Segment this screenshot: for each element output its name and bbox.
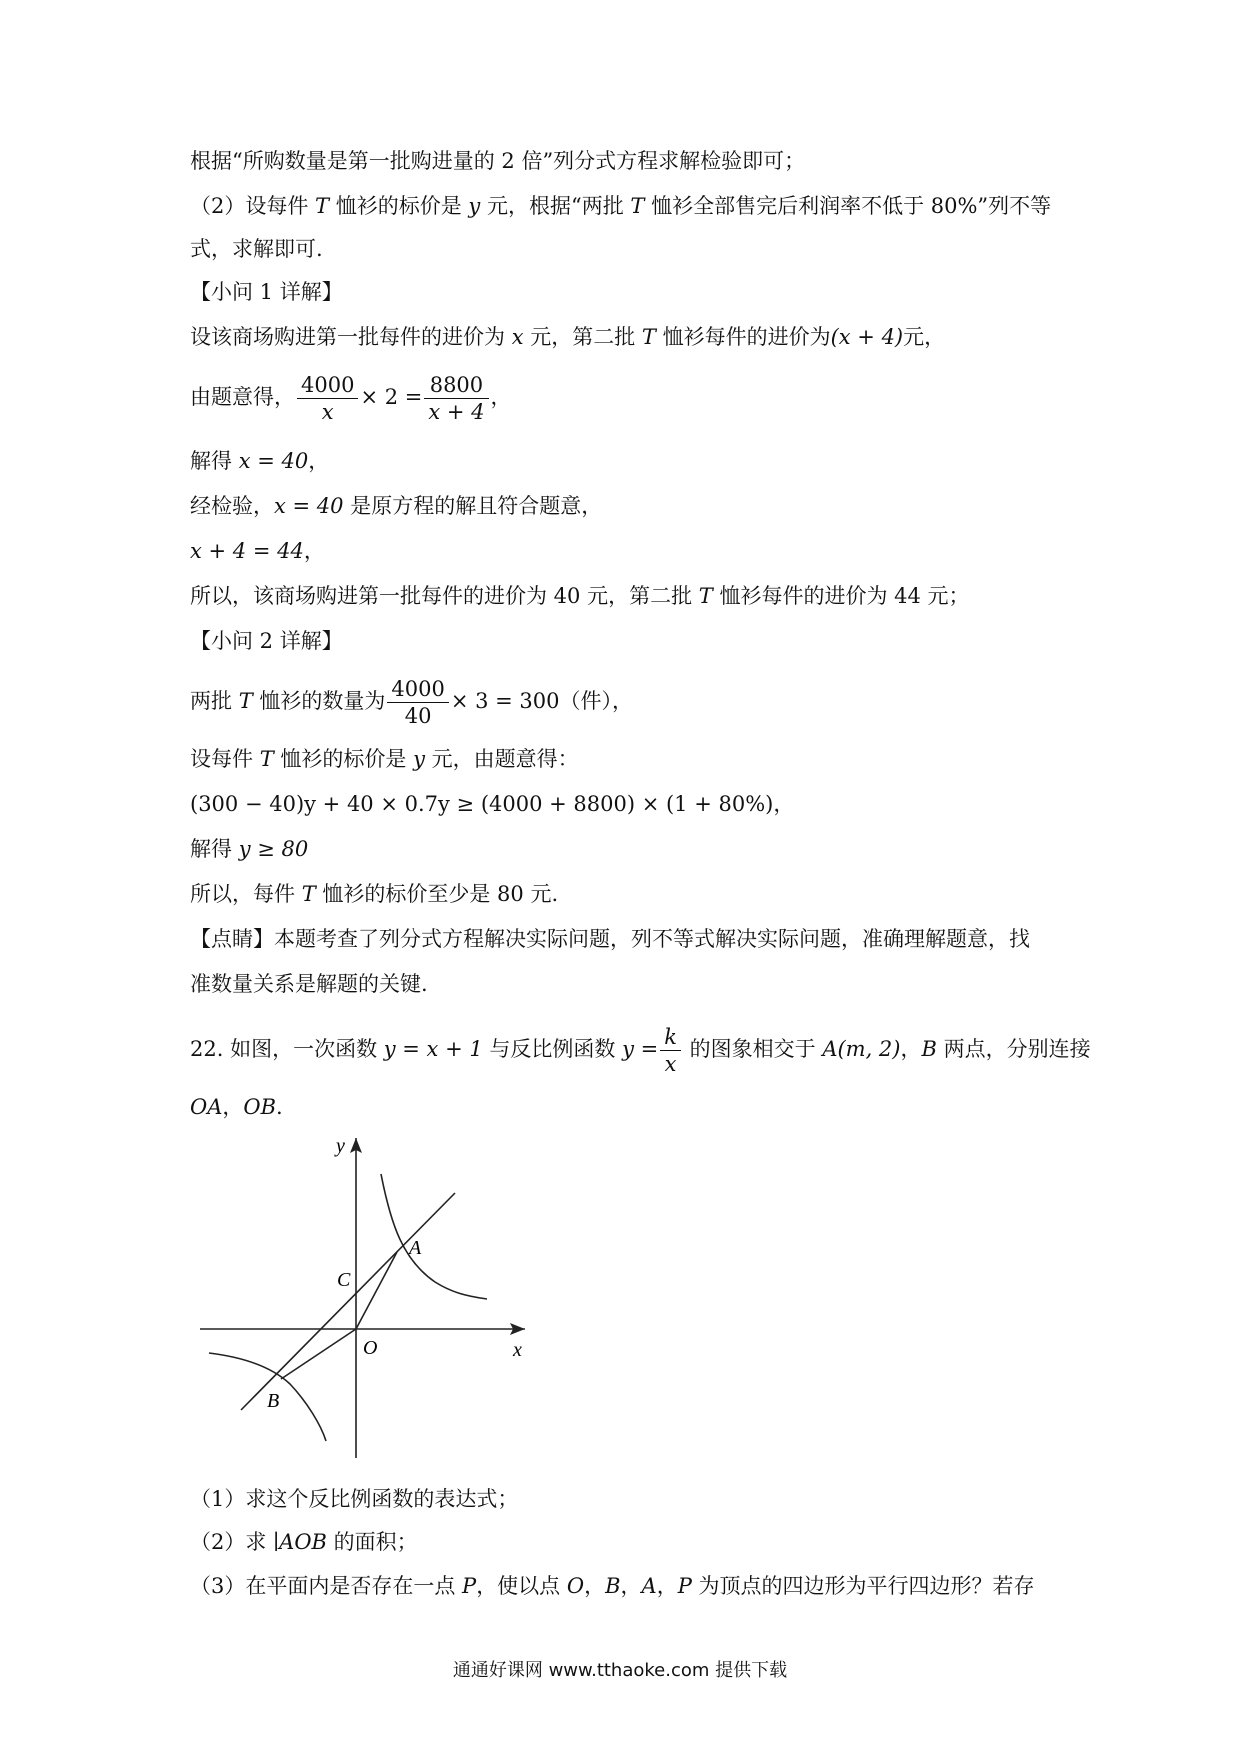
point-a-label: A [409, 1237, 422, 1259]
text-line: OA，OB. [190, 1095, 283, 1119]
equation-line: 两批 T 恤衫的数量为 $\frac{4000}{40}$ × 3 = 300（件）， [190, 677, 634, 728]
text-line: 经检验，x = 40 是原方程的解且符合题意， [190, 494, 603, 518]
fraction: $\frac{8800}{x + 4}$ [424, 372, 488, 425]
sub-question-1: （1）求这个反比例函数的表达式； [190, 1487, 519, 1511]
text-line: 准数量关系是解题的关键. [190, 972, 428, 996]
text-line: 式，求解即可. [190, 237, 323, 261]
text-line: 设每件 T 恤衫的标价是 y 元，由题意得： [190, 747, 579, 771]
equation-line: 由题意得， $\frac{4000}{x}$ × 2 = $\frac{8800}{x + 4}$ ， [190, 373, 512, 424]
segment-oa [356, 1252, 397, 1329]
section-heading: 【小问 2 详解】 [190, 629, 343, 653]
linear-function-line [241, 1193, 455, 1410]
text-line: x + 4 = 44， [190, 539, 325, 563]
hyperbola-branch-upper [381, 1174, 487, 1299]
sub-question-2: （2）求 ∣AOB 的面积； [190, 1530, 418, 1554]
page-footer: 通通好课网 www.tthaoke.com 提供下载 [452, 1660, 788, 1681]
text-line: 所以，该商场购进第一批每件的进价为 40 元，第二批 T 恤衫每件的进价为 44 元； [190, 584, 970, 608]
fraction: $\frac{k}{x}$ [660, 1024, 681, 1077]
text-line: （2）设每件 T 恤衫的标价是 y 元，根据“两批 T 恤衫全部售完后利润率不低于 80%”列不等 [190, 194, 1052, 218]
question-22: 22. 如图，一次函数 y = x + 1 与反比例函数 y = $\frac{k}{x}$ 的图象相交于 A(m, 2)，B 两点，分别连接 [190, 1025, 1091, 1076]
text-line: 解得 x = 40， [190, 449, 330, 473]
fraction: $\frac{4000}{x}$ [297, 372, 358, 425]
point-b-label: B [267, 1390, 280, 1412]
sub-question-3: （3）在平面内是否存在一点 P，使以点 O，B，A，P 为顶点的四边形为平行四边形？若存 [190, 1574, 1035, 1598]
text-line: 解得 y ≥ 80 [190, 837, 309, 861]
fraction: $\frac{4000}{40}$ [387, 676, 448, 729]
text-line: 根据“所购数量是第一批购进量的 2 倍”列分式方程求解检验即可； [190, 149, 806, 173]
text-line: 【点睛】本题考查了列分式方程解决实际问题，列不等式解决实际问题，准确理解题意，找 [190, 927, 1030, 951]
equation-line: (300 − 40)y + 40 × 0.7y ≥ (4000 + 8800) × (1 + 80%)， [190, 792, 795, 816]
segment-ob [281, 1329, 356, 1379]
origin-label: O [363, 1337, 378, 1359]
x-axis-label: x [513, 1339, 522, 1361]
text-line: 所以，每件 T 恤衫的标价至少是 80 元. [190, 882, 559, 906]
text-line: 设该商场购进第一批每件的进价为 x 元，第二批 T 恤衫每件的进价为(x + 4)元， [190, 325, 946, 349]
point-c-label: C [337, 1269, 351, 1291]
function-graph-figure [195, 1130, 535, 1470]
section-heading: 【小问 1 详解】 [190, 280, 343, 304]
y-axis-label: y [336, 1135, 345, 1157]
